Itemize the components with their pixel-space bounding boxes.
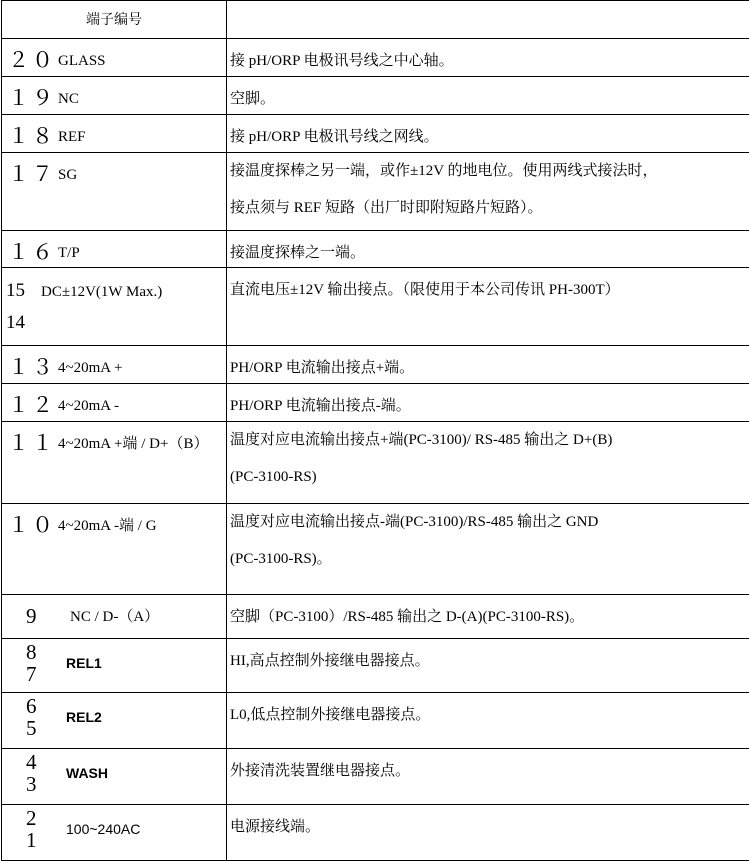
- terminal-number: ２０: [2, 39, 56, 71]
- terminal-description: PH/ORP 电流输出接点+端。: [230, 346, 749, 378]
- terminal-description: 接温度探棒之一端。: [230, 231, 749, 263]
- terminal-label: NC / D-（A）: [68, 595, 159, 627]
- terminal-label: 4~20mA -: [56, 384, 119, 416]
- table-row: [2, 749, 749, 805]
- terminal-description: L0,低点控制外接继电器接点。: [230, 693, 749, 725]
- terminal-description: 电源接线端。: [230, 805, 749, 837]
- terminal-description: 外接清洗装置继电器接点。: [230, 749, 749, 781]
- terminal-description: 空脚（PC-3100）/RS-485 输出之 D-(A)(PC-3100-RS)。: [230, 595, 749, 627]
- terminal-description: 接温度探棒之另一端，或作±12V 的地电位。使用两线式接法时， 接点须与 REF 短路（出厂时即附短路片短路）。: [230, 153, 749, 227]
- terminal-number: １１: [2, 422, 56, 454]
- terminal-description: 空脚。: [230, 77, 749, 109]
- terminal-number: 4 3: [2, 749, 46, 795]
- terminal-number: １６: [2, 231, 56, 263]
- terminal-number: １７: [2, 153, 56, 185]
- terminal-number: 9: [2, 595, 68, 627]
- table-row: [2, 693, 749, 749]
- terminal-label: DC±12V(1W Max.): [25, 268, 162, 302]
- table-row: [2, 422, 749, 504]
- terminal-number: １８: [2, 115, 56, 147]
- terminal-description: 温度对应电流输出接点+端(PC-3100)/ RS-485 输出之 D+(B) (PC-3100-RS): [230, 422, 749, 496]
- table-row: [2, 384, 749, 422]
- table-row: [2, 115, 749, 153]
- terminal-number: １９: [2, 77, 56, 109]
- terminal-label: REL2: [46, 693, 102, 727]
- terminal-description: 温度对应电流输出接点-端(PC-3100)/RS-485 输出之 GND (PC-3100-RS)。: [230, 504, 749, 578]
- terminal-description: HI,高点控制外接继电器接点。: [230, 639, 749, 671]
- table-row: [2, 153, 749, 231]
- terminal-label: REL1: [46, 639, 102, 673]
- table-row: [2, 805, 749, 861]
- terminal-number: １３: [2, 346, 56, 378]
- table-row: [2, 639, 749, 693]
- terminal-number: １２: [2, 384, 56, 416]
- terminal-number: 15 14: [2, 268, 25, 334]
- terminal-number: 6 5: [2, 693, 46, 739]
- table-row: [2, 346, 749, 384]
- terminal-label: 100~240AC: [46, 805, 140, 839]
- terminal-description: 接 pH/ORP 电极讯号线之网线。: [230, 115, 749, 147]
- table-row: [2, 231, 749, 268]
- table-header-row: [2, 1, 749, 39]
- table-row: [2, 77, 749, 115]
- terminal-label: REF: [56, 115, 86, 147]
- terminal-label: GLASS: [56, 39, 106, 71]
- header-terminal-number: 端子编号: [2, 1, 227, 39]
- terminal-description: 接 pH/ORP 电极讯号线之中心轴。: [230, 39, 749, 71]
- table-row: [2, 504, 749, 595]
- terminal-label: T/P: [56, 231, 80, 263]
- terminal-description: 直流电压±12V 输出接点。（限使用于本公司传讯 PH-300T）: [230, 268, 749, 300]
- table-row: [2, 39, 749, 77]
- terminal-label: 4~20mA +端 / D+（B）: [56, 422, 208, 454]
- terminal-number: 2 1: [2, 805, 46, 851]
- terminal-number: 8 7: [2, 639, 46, 685]
- header-description: [227, 1, 749, 39]
- terminal-label: WASH: [46, 749, 108, 783]
- table-row: [2, 595, 749, 639]
- terminal-table: [1, 0, 749, 861]
- terminal-label: 4~20mA +: [56, 346, 123, 378]
- terminal-description: PH/ORP 电流输出接点-端。: [230, 384, 749, 416]
- terminal-label: 4~20mA -端 / G: [56, 504, 157, 536]
- terminal-number: １０: [2, 504, 56, 536]
- terminal-label: NC: [56, 77, 79, 109]
- table-row: [2, 268, 749, 346]
- terminal-label: SG: [56, 153, 77, 185]
